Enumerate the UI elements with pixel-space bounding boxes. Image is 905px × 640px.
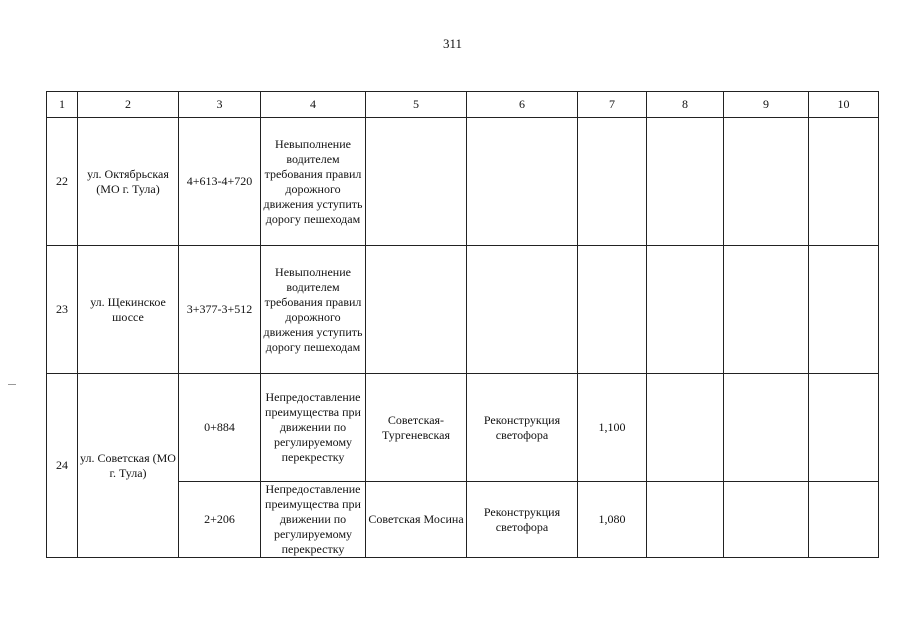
measure-cell: Реконструкция светофора (467, 482, 578, 558)
location-cell: Советская Мосина (366, 482, 467, 558)
reason-cell: Непредоставление преимущества при движении по регулируемому перекрестку (261, 374, 366, 482)
measure-cell (467, 246, 578, 374)
table-cell (647, 482, 724, 558)
row-number: 22 (47, 118, 78, 246)
header-row (47, 92, 879, 118)
header-cell: 8 (647, 92, 724, 118)
street-cell: ул. Октябрьская (МО г. Тула) (78, 118, 179, 246)
street-cell: ул. Советская (МО г. Тула) (78, 374, 179, 558)
cost-cell (578, 246, 647, 374)
cost-cell (578, 118, 647, 246)
table-cell (647, 246, 724, 374)
location-cell (366, 246, 467, 374)
table-cell (809, 374, 879, 482)
header-cell: 1 (47, 92, 78, 118)
cost-cell: 1,080 (578, 482, 647, 558)
reason-cell: Непредоставление преимущества при движении по регулируемому перекрестку (261, 482, 366, 558)
street-cell: ул. Щекинское шоссе (78, 246, 179, 374)
table-cell (724, 118, 809, 246)
header-cell: 5 (366, 92, 467, 118)
cost-cell: 1,100 (578, 374, 647, 482)
measure-cell: Реконструкция светофора (467, 374, 578, 482)
km-cell: 2+206 (179, 482, 261, 558)
measure-cell (467, 118, 578, 246)
table-cell (809, 118, 879, 246)
km-cell: 3+377-3+512 (179, 246, 261, 374)
table-cell (724, 374, 809, 482)
table-row (47, 374, 879, 482)
table-cell (809, 482, 879, 558)
table-cell (809, 246, 879, 374)
data-table (46, 91, 879, 558)
row-number: 24 (47, 374, 78, 558)
header-cell: 4 (261, 92, 366, 118)
table-cell (647, 118, 724, 246)
header-cell: 7 (578, 92, 647, 118)
location-cell: Советская-Тургеневская (366, 374, 467, 482)
km-cell: 4+613-4+720 (179, 118, 261, 246)
reason-cell: Невыполнение водителем требования правил дорожного движения уступить дорогу пешеходам (261, 246, 366, 374)
margin-mark (8, 384, 16, 385)
location-cell (366, 118, 467, 246)
header-cell: 10 (809, 92, 879, 118)
header-cell: 9 (724, 92, 809, 118)
header-cell: 2 (78, 92, 179, 118)
table-row (47, 118, 879, 246)
table-row (47, 246, 879, 374)
table-cell (647, 374, 724, 482)
reason-cell: Невыполнение водителем требования правил дорожного движения уступить дорогу пешеходам (261, 118, 366, 246)
table-cell (724, 482, 809, 558)
page-number: 311 (442, 36, 463, 51)
row-number: 23 (47, 246, 78, 374)
table-cell (724, 246, 809, 374)
header-cell: 3 (179, 92, 261, 118)
header-cell: 6 (467, 92, 578, 118)
km-cell: 0+884 (179, 374, 261, 482)
